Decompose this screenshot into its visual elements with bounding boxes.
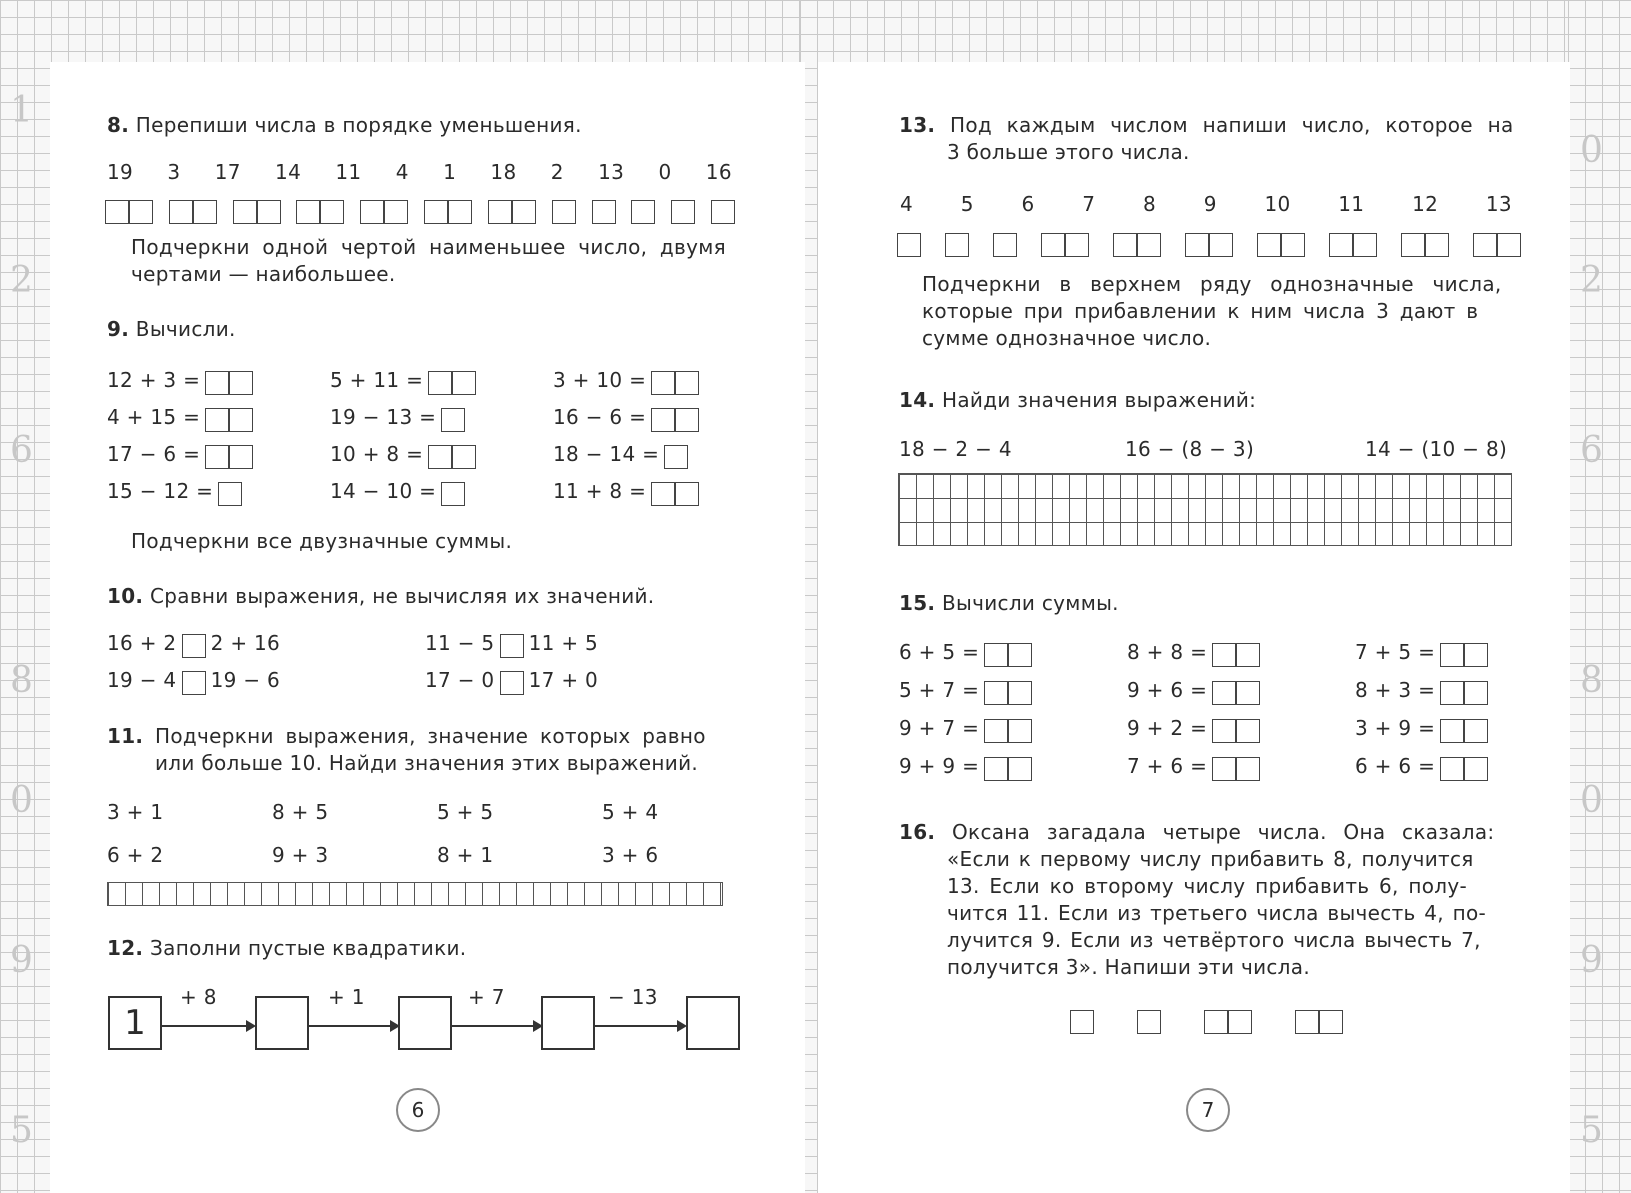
task-text: Оксана загадала четыре числа. Она сказала: [952, 820, 1495, 844]
answer-box[interactable] [1440, 719, 1488, 743]
expression: 19 − 13 = [330, 405, 437, 429]
number-item: 13 [1485, 192, 1512, 216]
task-11-answer-strip[interactable] [107, 882, 723, 906]
number-item: 8 [1143, 192, 1157, 216]
task-16-line: 13. Если ко второму числу прибавить 6, полу- [947, 874, 1468, 898]
expression: 10 + 8 = [330, 442, 424, 466]
number-item: 3 [167, 160, 181, 184]
answer-box[interactable] [1113, 233, 1161, 257]
task-10-row-1 [107, 631, 280, 658]
chain-arrow [162, 1025, 254, 1027]
answer-box[interactable] [428, 371, 476, 395]
number-item: 11 [1338, 192, 1365, 216]
task-9-column-1 [107, 368, 253, 516]
task-text: Подчеркни выражения, значение которых равно [155, 724, 706, 748]
answer-box[interactable] [651, 408, 699, 432]
expression: 4 + 15 = [107, 405, 201, 429]
expression: 6 + 2 [107, 843, 164, 867]
task-16-line: «Если к первому числу прибавить 8, получится [947, 847, 1474, 871]
answer-box[interactable] [1440, 757, 1488, 781]
expression: 19 − 4 [107, 668, 177, 692]
task-9-heading [107, 317, 236, 341]
task-text: Заполни пустые квадратики. [150, 936, 467, 960]
chain-operation: + 1 [328, 985, 365, 1009]
task-text: Вычисли. [135, 317, 236, 341]
margin-number-decoration: 2 [10, 260, 33, 301]
chain-operation: − 13 [608, 985, 658, 1009]
margin-number-decoration: 6 [10, 430, 33, 471]
task-10-heading [107, 584, 654, 608]
answer-box[interactable] [205, 408, 253, 432]
task-12-heading [107, 936, 466, 960]
answer-box[interactable] [945, 233, 969, 257]
task-14-answer-grid[interactable] [898, 473, 1512, 546]
number-item: 4 [900, 192, 914, 216]
compare-box[interactable] [500, 671, 524, 695]
compare-box[interactable] [500, 634, 524, 658]
expression: 18 − 14 = [553, 442, 660, 466]
answer-box[interactable] [1212, 681, 1260, 705]
task-16-line1 [899, 820, 1494, 844]
task-13-note-line3: сумме однозначное число. [922, 326, 1212, 350]
answer-box[interactable] [1257, 233, 1305, 257]
task-9-note: Подчеркни все двузначные суммы. [131, 529, 513, 553]
task-number: 16. [899, 820, 936, 844]
answer-box[interactable] [984, 681, 1032, 705]
expression: 16 − 6 = [553, 405, 647, 429]
expression: 17 − 0 [425, 668, 495, 692]
expression: 3 + 1 [107, 800, 164, 824]
task-text: Найди значения выражений: [942, 388, 1257, 412]
expression: 8 + 5 [272, 800, 329, 824]
answer-box[interactable] [488, 200, 536, 224]
expression: 7 + 6 = [1127, 754, 1208, 778]
answer-box[interactable] [1212, 719, 1260, 743]
answer-box[interactable] [296, 200, 344, 224]
answer-box[interactable] [205, 445, 253, 469]
task-13-answer-boxes [897, 233, 1521, 257]
expression: 17 + 0 [528, 668, 599, 692]
expression: 5 + 5 [437, 800, 494, 824]
task-16-line: лучится 9. Если из четвёртого числа вычесть 7, [947, 928, 1481, 952]
task-text: Вычисли суммы. [942, 591, 1119, 615]
answer-box[interactable] [1440, 681, 1488, 705]
task-number: 12. [107, 936, 144, 960]
task-13-note-line2: которые при прибавлении к ним числа 3 дают в [922, 299, 1479, 323]
answer-box[interactable] [984, 719, 1032, 743]
task-8-answer-boxes [105, 200, 735, 224]
margin-number-decoration: 5 [10, 1110, 33, 1151]
number-item: 19 [107, 160, 134, 184]
task-14-expression: 18 − 2 − 4 [899, 437, 1012, 461]
answer-box[interactable] [218, 482, 242, 506]
answer-box[interactable] [651, 482, 699, 506]
expression: 3 + 10 = [553, 368, 647, 392]
answer-box[interactable] [441, 482, 465, 506]
margin-number-decoration: 9 [1580, 940, 1603, 981]
answer-box[interactable] [1440, 643, 1488, 667]
expression: 9 + 9 = [899, 754, 980, 778]
number-item: 4 [395, 160, 409, 184]
expression: 16 + 2 [107, 631, 177, 655]
margin-number-decoration: 8 [10, 660, 33, 701]
task-13-note-line1: Подчеркни в верхнем ряду однозначные числа, [922, 272, 1502, 296]
chain-answer-box[interactable] [541, 996, 595, 1050]
task-14-expression: 14 − (10 − 8) [1365, 437, 1508, 461]
answer-box[interactable] [1137, 1010, 1161, 1034]
task-number: 14. [899, 388, 936, 412]
expression: 6 + 6 = [1355, 754, 1436, 778]
expression: 11 + 8 = [553, 479, 647, 503]
number-item: 7 [1082, 192, 1096, 216]
task-11-heading [107, 724, 706, 748]
number-item: 0 [658, 160, 672, 184]
task-13-heading-line2: 3 больше этого числа. [947, 140, 1190, 164]
expression: 3 + 9 = [1355, 716, 1436, 740]
answer-box[interactable] [651, 371, 699, 395]
expression: 2 + 16 [210, 631, 281, 655]
expression: 8 + 1 [437, 843, 494, 867]
answer-box[interactable] [1041, 233, 1089, 257]
expression: 5 + 11 = [330, 368, 424, 392]
number-item: 5 [960, 192, 974, 216]
chain-answer-box[interactable] [686, 996, 740, 1050]
number-item: 2 [550, 160, 564, 184]
task-16-line: чится 11. Если из третьего числа вычесть 4, по- [947, 901, 1487, 925]
task-16-line: получится 3». Напиши эти числа. [947, 955, 1310, 979]
task-9-column-3 [553, 368, 699, 516]
answer-box[interactable] [441, 408, 465, 432]
task-10-row-1-right [425, 631, 598, 658]
expression: 19 − 6 [210, 668, 281, 692]
number-item: 14 [275, 160, 302, 184]
number-item: 13 [598, 160, 625, 184]
chain-arrow [452, 1025, 541, 1027]
task-15-heading [899, 591, 1119, 615]
margin-number-decoration: 5 [1580, 1110, 1603, 1151]
answer-box[interactable] [993, 233, 1017, 257]
answer-box[interactable] [169, 200, 217, 224]
answer-box[interactable] [1401, 233, 1449, 257]
task-10-row-2 [107, 668, 280, 695]
task-13-numbers [900, 192, 1512, 216]
answer-box[interactable] [424, 200, 472, 224]
answer-box[interactable] [105, 200, 153, 224]
grid-margin-right [1568, 0, 1631, 1193]
task-number: 11. [107, 724, 144, 748]
number-item: 6 [1021, 192, 1035, 216]
answer-box[interactable] [1070, 1010, 1094, 1034]
margin-number-decoration: 6 [1580, 430, 1603, 471]
task-text: Сравни выражения, не вычисляя их значений. [150, 584, 655, 608]
answer-box[interactable] [1212, 643, 1260, 667]
expression: 9 + 3 [272, 843, 329, 867]
expression: 17 − 6 = [107, 442, 201, 466]
task-8-note-line1: Подчеркни одной чертой наименьшее число, двумя [131, 235, 726, 259]
page-number: 7 [1186, 1088, 1230, 1132]
margin-number-decoration: 8 [1580, 660, 1603, 701]
answer-box[interactable] [1329, 233, 1377, 257]
expression: 5 + 4 [602, 800, 659, 824]
task-10-row-2-right [425, 668, 598, 695]
answer-box[interactable] [671, 200, 695, 224]
answer-box[interactable] [711, 200, 735, 224]
chain-answer-box[interactable] [398, 996, 452, 1050]
task-15-column-2 [1127, 640, 1260, 792]
answer-box[interactable] [984, 643, 1032, 667]
answer-box[interactable] [428, 445, 476, 469]
task-14-heading [899, 388, 1256, 412]
answer-box[interactable] [1204, 1010, 1252, 1034]
number-item: 17 [214, 160, 241, 184]
task-number: 9. [107, 317, 130, 341]
page-number: 6 [396, 1088, 440, 1132]
expression: 9 + 6 = [1127, 678, 1208, 702]
task-number: 10. [107, 584, 144, 608]
expression: 11 + 5 [528, 631, 599, 655]
chain-operation: + 8 [180, 985, 217, 1009]
answer-box[interactable] [1473, 233, 1521, 257]
expression: 8 + 3 = [1355, 678, 1436, 702]
answer-box[interactable] [360, 200, 408, 224]
task-8-heading [107, 113, 582, 137]
chain-start-box: 1 [108, 996, 162, 1050]
task-16-answer-boxes [1070, 1010, 1343, 1034]
expression: 9 + 2 = [1127, 716, 1208, 740]
task-9-column-2 [330, 368, 476, 516]
expression: 14 − 10 = [330, 479, 437, 503]
margin-number-decoration: 1 [10, 90, 33, 131]
task-8-note-line2: чертами — наибольшее. [131, 262, 396, 286]
chain-arrow [595, 1025, 685, 1027]
expression: 11 − 5 [425, 631, 495, 655]
answer-box[interactable] [592, 200, 616, 224]
task-number: 8. [107, 113, 130, 137]
expression: 7 + 5 = [1355, 640, 1436, 664]
answer-box[interactable] [1185, 233, 1233, 257]
number-item: 16 [705, 160, 732, 184]
answer-box[interactable] [1295, 1010, 1343, 1034]
task-14-expression: 16 − (8 − 3) [1125, 437, 1255, 461]
chain-arrow [309, 1025, 398, 1027]
expression: 12 + 3 = [107, 368, 201, 392]
number-item: 18 [490, 160, 517, 184]
number-item: 11 [335, 160, 362, 184]
chain-operation: + 7 [468, 985, 505, 1009]
margin-number-decoration: 0 [1580, 130, 1603, 171]
task-number: 15. [899, 591, 936, 615]
expression: 9 + 7 = [899, 716, 980, 740]
task-15-column-3 [1355, 640, 1488, 792]
margin-number-decoration: 9 [10, 940, 33, 981]
task-13-heading [899, 113, 1514, 137]
compare-box[interactable] [182, 634, 206, 658]
answer-box[interactable] [984, 757, 1032, 781]
number-item: 1 [443, 160, 457, 184]
expression: 5 + 7 = [899, 678, 980, 702]
expression: 15 − 12 = [107, 479, 214, 503]
answer-box[interactable] [205, 371, 253, 395]
answer-box[interactable] [664, 445, 688, 469]
grid-margin-left [0, 0, 52, 1193]
task-11-heading-line2: или больше 10. Найди значения этих выражений. [155, 751, 699, 775]
margin-number-decoration: 0 [10, 780, 33, 821]
margin-number-decoration: 2 [1580, 260, 1603, 301]
task-text: Под каждым числом напиши число, которое на [950, 113, 1514, 137]
compare-box[interactable] [182, 671, 206, 695]
task-text: Перепиши числа в порядке уменьшения. [135, 113, 582, 137]
number-item: 9 [1203, 192, 1217, 216]
answer-box[interactable] [552, 200, 576, 224]
expression: 3 + 6 [602, 843, 659, 867]
chain-answer-box[interactable] [255, 996, 309, 1050]
task-number: 13. [899, 113, 936, 137]
answer-box[interactable] [233, 200, 281, 224]
task-8-numbers [107, 160, 732, 184]
expression: 6 + 5 = [899, 640, 980, 664]
answer-box[interactable] [631, 200, 655, 224]
task-15-column-1 [899, 640, 1032, 792]
answer-box[interactable] [1212, 757, 1260, 781]
margin-number-decoration: 0 [1580, 780, 1603, 821]
answer-box[interactable] [897, 233, 921, 257]
number-item: 12 [1412, 192, 1439, 216]
number-item: 10 [1264, 192, 1291, 216]
expression: 8 + 8 = [1127, 640, 1208, 664]
